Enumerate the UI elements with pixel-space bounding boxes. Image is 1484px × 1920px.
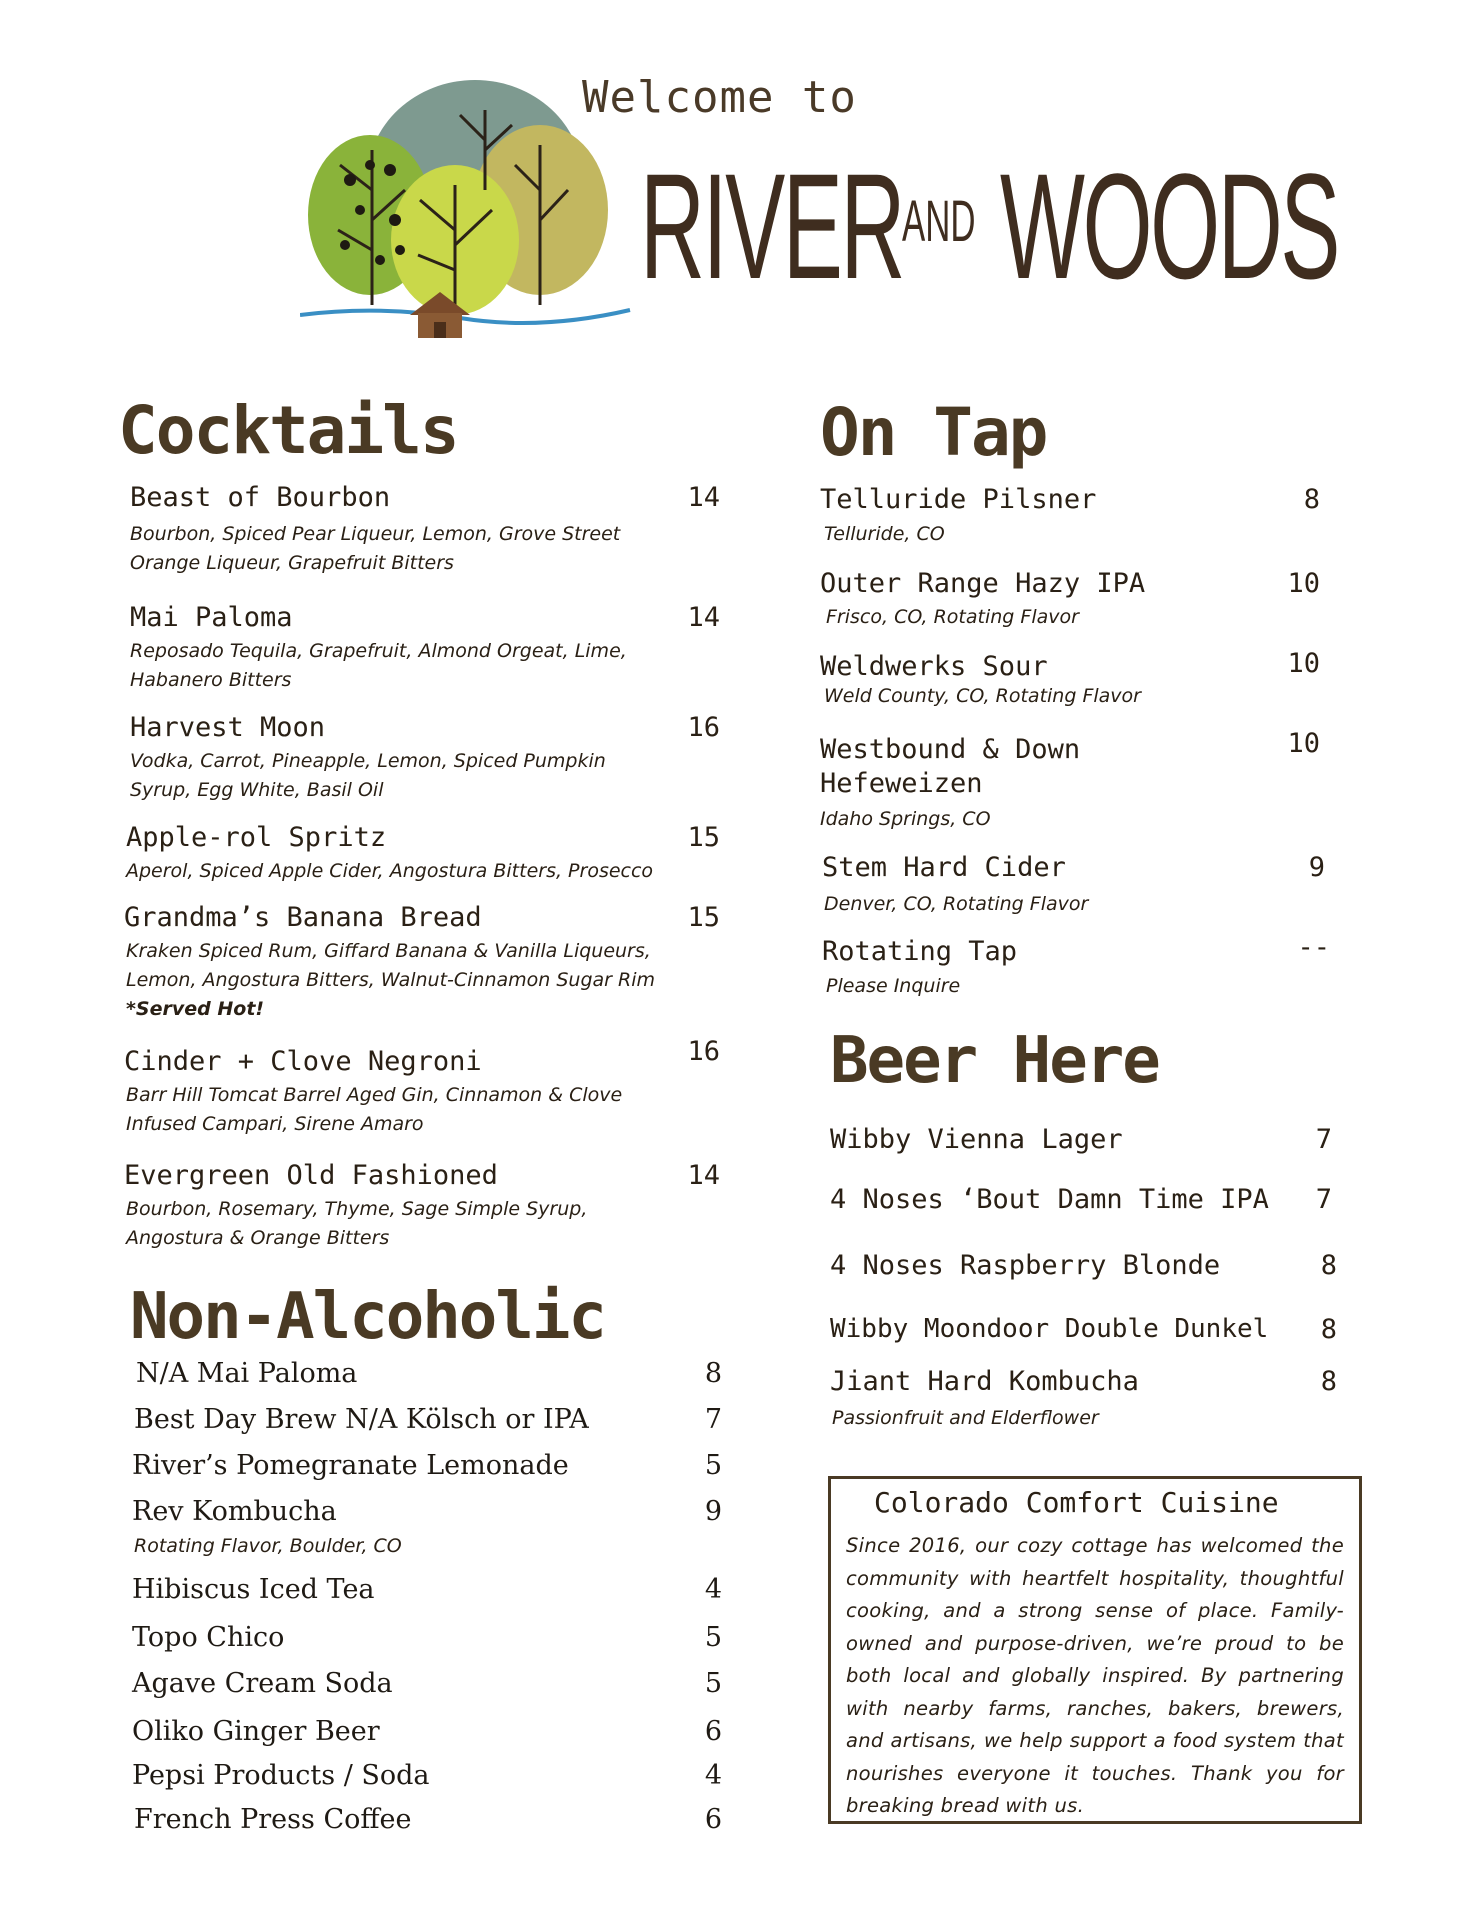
tap-price: -- bbox=[1297, 932, 1330, 963]
brand-woods: WOODS bbox=[1000, 142, 1338, 310]
cocktail-name: Cinder + Clove Negroni bbox=[124, 1046, 482, 1077]
na-item-name: Agave Cream Soda bbox=[132, 1668, 393, 1699]
cocktail-name: Evergreen Old Fashioned bbox=[124, 1160, 498, 1191]
cocktail-desc: Bourbon, Rosemary, Thyme, Sage Simple Syrup, Angostura & Orange Bitters bbox=[126, 1198, 588, 1249]
cocktail-price: 16 bbox=[687, 712, 720, 743]
na-item-name: French Press Coffee bbox=[134, 1804, 412, 1835]
na-item-name: Rev Kombucha bbox=[132, 1496, 337, 1527]
tap-desc: Denver, CO, Rotating Flavor bbox=[824, 893, 1089, 915]
na-item-price: 4 bbox=[704, 1574, 722, 1605]
na-item-price: 8 bbox=[704, 1358, 722, 1389]
served-hot-note: *Served Hot! bbox=[126, 998, 265, 1020]
beer-desc: Passionfruit and Elderflower bbox=[832, 1407, 1099, 1429]
tap-name: Stem Hard Cider bbox=[822, 852, 1066, 883]
tap-name-line2: Hefeweizen bbox=[820, 768, 983, 799]
tap-name: Weldwerks Sour bbox=[820, 651, 1048, 682]
tap-name: Rotating Tap bbox=[822, 936, 1018, 967]
na-item-price: 4 bbox=[704, 1760, 722, 1791]
na-item-name: River’s Pomegranate Lemonade bbox=[132, 1450, 569, 1481]
tap-desc: Idaho Springs, CO bbox=[820, 808, 991, 830]
beer-name: Wibby Vienna Lager bbox=[830, 1124, 1123, 1155]
tap-name: Westbound & Down bbox=[820, 734, 1081, 765]
cocktail-name: Beast of Bourbon bbox=[130, 482, 391, 513]
na-item-price: 5 bbox=[704, 1668, 722, 1699]
cocktail-desc: Aperol, Spiced Apple Cider, Angostura Bitters, Prosecco bbox=[126, 860, 654, 882]
cocktail-price: 15 bbox=[687, 902, 720, 933]
cocktail-price: 14 bbox=[687, 1160, 720, 1191]
cocktail-name: Apple-rol Spritz bbox=[126, 822, 387, 853]
na-item-name: Pepsi Products / Soda bbox=[132, 1760, 430, 1791]
tap-desc: Frisco, CO, Rotating Flavor bbox=[826, 606, 1079, 628]
tap-desc: Weld County, CO, Rotating Flavor bbox=[824, 685, 1141, 707]
cocktail-name: Harvest Moon bbox=[130, 712, 326, 743]
cocktail-desc: Reposado Tequila, Grapefruit, Almond Orgeat, Lime, Habanero Bitters bbox=[130, 640, 627, 691]
tap-desc: Please Inquire bbox=[826, 975, 961, 997]
beer-name: 4 Noses Raspberry Blonde bbox=[830, 1250, 1221, 1281]
cocktail-price: 14 bbox=[687, 602, 720, 633]
beer-price: 8 bbox=[1320, 1250, 1337, 1281]
cocktail-desc: Vodka, Carrot, Pineapple, Lemon, Spiced Pumpkin Syrup, Egg White, Basil Oil bbox=[130, 750, 606, 801]
na-item-name: Oliko Ginger Beer bbox=[132, 1716, 380, 1747]
cocktails-heading: Cocktails bbox=[118, 392, 458, 469]
na-item-price: 5 bbox=[704, 1450, 722, 1481]
welcome-text: Welcome to bbox=[582, 72, 857, 123]
cocktail-desc: Barr Hill Tomcat Barrel Aged Gin, Cinnamon & Clove Infused Campari, Sirene Amaro bbox=[126, 1084, 623, 1135]
tap-price: 9 bbox=[1308, 852, 1325, 883]
cocktail-desc: Kraken Spiced Rum, Giffard Banana & Vanilla Liqueurs, Lemon, Angostura Bitters, Walnut-Cinnamon Sugar Rim bbox=[126, 940, 656, 991]
beer-name: 4 Noses ‘Bout Damn Time IPA bbox=[830, 1184, 1269, 1215]
na-item-name: Best Day Brew N/A Kölsch or IPA bbox=[134, 1404, 589, 1435]
brand-title bbox=[640, 140, 1360, 320]
cocktail-name: Mai Paloma bbox=[130, 602, 293, 633]
brand-river: RIVER bbox=[640, 142, 904, 310]
non-alcoholic-heading: Non-Alcoholic bbox=[130, 1280, 605, 1354]
na-item-desc: Rotating Flavor, Boulder, CO bbox=[134, 1535, 402, 1557]
na-item-price: 9 bbox=[704, 1496, 722, 1527]
na-item-name: Topo Chico bbox=[132, 1622, 285, 1653]
tap-price: 10 bbox=[1287, 648, 1320, 679]
beer-here-heading: Beer Here bbox=[830, 1024, 1159, 1098]
beer-price: 8 bbox=[1320, 1366, 1337, 1397]
tap-name: Telluride Pilsner bbox=[820, 484, 1097, 515]
about-text: Since 2016, our cozy cottage has welcomed the community with heartfelt hospitality, thoughtful cooking, and a strong sense of place. Family-owned and purpose-driven, we’re proud to be both local and globally inspired. By partnering with nearby farms, ranches, bakers, brewers, and artisans, we help support a food system that nourishes everyone it touches. Thank you for breaking bread with us. bbox=[846, 1534, 1344, 1817]
na-item-name: N/A Mai Paloma bbox=[136, 1358, 358, 1389]
tap-desc: Telluride, CO bbox=[824, 523, 945, 545]
cocktail-price: 15 bbox=[687, 822, 720, 853]
tap-price: 10 bbox=[1287, 728, 1320, 759]
beer-price: 7 bbox=[1315, 1184, 1332, 1215]
cocktail-name: Grandma’s Banana Bread bbox=[124, 902, 482, 933]
na-item-price: 5 bbox=[704, 1622, 722, 1653]
beer-name: Jiant Hard Kombucha bbox=[830, 1366, 1139, 1397]
on-tap-heading: On Tap bbox=[820, 394, 1047, 471]
beer-price: 7 bbox=[1315, 1124, 1332, 1155]
na-item-price: 6 bbox=[704, 1804, 722, 1835]
tap-name: Outer Range Hazy IPA bbox=[820, 568, 1146, 599]
brand-and: AND bbox=[902, 189, 976, 254]
cocktail-price: 14 bbox=[687, 482, 720, 513]
about-title: Colorado Comfort Cuisine bbox=[874, 1486, 1279, 1519]
tap-price: 8 bbox=[1303, 484, 1320, 515]
beer-name: Wibby Moondoor Double Dunkel bbox=[830, 1314, 1269, 1344]
na-item-price: 7 bbox=[704, 1404, 722, 1435]
cocktail-desc: Bourbon, Spiced Pear Liqueur, Lemon, Grove Street Orange Liqueur, Grapefruit Bitters bbox=[130, 523, 621, 574]
tap-price: 10 bbox=[1287, 568, 1320, 599]
na-item-name: Hibiscus Iced Tea bbox=[132, 1574, 375, 1605]
na-item-price: 6 bbox=[704, 1716, 722, 1747]
cocktail-price: 16 bbox=[687, 1036, 720, 1067]
beer-price: 8 bbox=[1320, 1314, 1337, 1345]
